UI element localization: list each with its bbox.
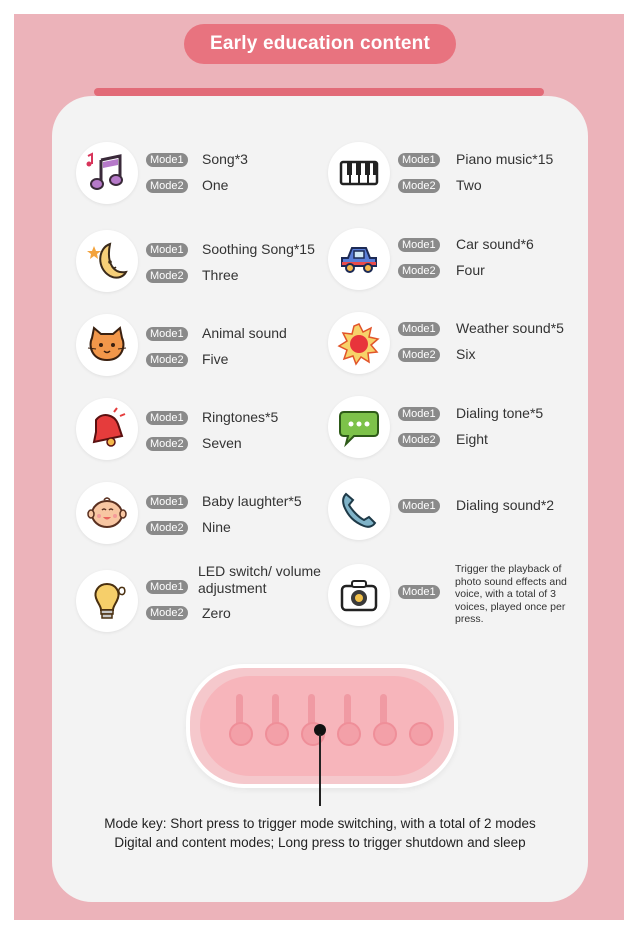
- weather-mode2-text: Six: [456, 346, 476, 362]
- mode1-tag: Mode1: [146, 411, 188, 425]
- mode1-tag: Mode1: [398, 153, 440, 167]
- mode1-tag: Mode1: [398, 499, 440, 513]
- soothing-mode1-text: Soothing Song*15: [202, 241, 315, 257]
- mode1-tag: Mode1: [146, 495, 188, 509]
- mode1-tag: Mode1: [146, 153, 188, 167]
- mode1-tag: Mode1: [398, 322, 440, 336]
- dialing-tone-mode1-text: Dialing tone*5: [456, 405, 544, 421]
- device-knob: [265, 722, 289, 746]
- mode2-tag: Mode2: [146, 521, 188, 535]
- moon-icon: [76, 230, 138, 292]
- baby-mode1-text: Baby laughter*5: [202, 493, 302, 509]
- mode1-tag: Mode1: [146, 580, 188, 594]
- car-mode1-text: Car sound*6: [456, 236, 534, 252]
- led-mode2-text: Zero: [202, 605, 231, 621]
- mode2-tag: Mode2: [146, 269, 188, 283]
- mode1-tag: Mode1: [398, 238, 440, 252]
- soothing-mode2-text: Three: [202, 267, 239, 283]
- device-knob: [337, 722, 361, 746]
- baby-mode2-text: Nine: [202, 519, 231, 535]
- mode2-tag: Mode2: [398, 348, 440, 362]
- car-mode2-text: Four: [456, 262, 485, 278]
- mode1-tag: Mode1: [146, 243, 188, 257]
- song-mode1-text: Song*3: [202, 151, 248, 167]
- light-bulb-icon: [76, 570, 138, 632]
- piano-mode2-text: Two: [456, 177, 482, 193]
- camera-icon: [328, 564, 390, 626]
- title-underline: [94, 88, 544, 96]
- mode2-tag: Mode2: [146, 437, 188, 451]
- camera-mode1-text: Trigger the playback of photo sound effects and voice, with a total of 3 voices, played once per press.: [455, 563, 567, 625]
- dialing-sound-mode1-text: Dialing sound*2: [456, 497, 555, 513]
- mode1-tag: Mode1: [398, 585, 440, 599]
- bell-icon: [76, 398, 138, 460]
- weather-mode1-text: Weather sound*5: [456, 320, 564, 336]
- page-title: Early education content: [184, 24, 456, 64]
- device-knob: [229, 722, 253, 746]
- mode2-tag: Mode2: [146, 606, 188, 620]
- phone-icon: [328, 478, 390, 540]
- mode1-tag: Mode1: [146, 327, 188, 341]
- song-mode2-text: One: [202, 177, 229, 193]
- caption-line-2: Digital and content modes; Long press to trigger shutdown and sleep: [114, 835, 526, 850]
- device-knob: [373, 722, 397, 746]
- mode-key-pointer-line: [319, 734, 321, 806]
- ringtones-mode2-text: Seven: [202, 435, 242, 451]
- led-mode1-text: LED switch/ volume adjustment: [198, 563, 321, 596]
- car-icon: [328, 228, 390, 290]
- mode2-tag: Mode2: [398, 433, 440, 447]
- mode2-tag: Mode2: [398, 264, 440, 278]
- mode2-tag: Mode2: [398, 179, 440, 193]
- mode1-tag: Mode1: [398, 407, 440, 421]
- piano-mode1-text: Piano music*15: [456, 151, 554, 167]
- piano-icon: [328, 142, 390, 204]
- mode2-tag: Mode2: [146, 179, 188, 193]
- dialing-tone-mode2-text: Eight: [456, 431, 488, 447]
- ringtones-mode1-text: Ringtones*5: [202, 409, 279, 425]
- baby-face-icon: [76, 482, 138, 544]
- device-knob: [409, 722, 433, 746]
- cat-icon: [76, 314, 138, 376]
- animal-mode2-text: Five: [202, 351, 229, 367]
- mode2-tag: Mode2: [146, 353, 188, 367]
- sun-icon: [328, 312, 390, 374]
- mode-key-caption: [60, 814, 580, 852]
- animal-mode1-text: Animal sound: [202, 325, 287, 341]
- caption-line-1: Mode key: Short press to trigger mode switching, with a total of 2 modes: [104, 816, 536, 831]
- chat-bubble-icon: [328, 396, 390, 458]
- music-note-icon: [76, 142, 138, 204]
